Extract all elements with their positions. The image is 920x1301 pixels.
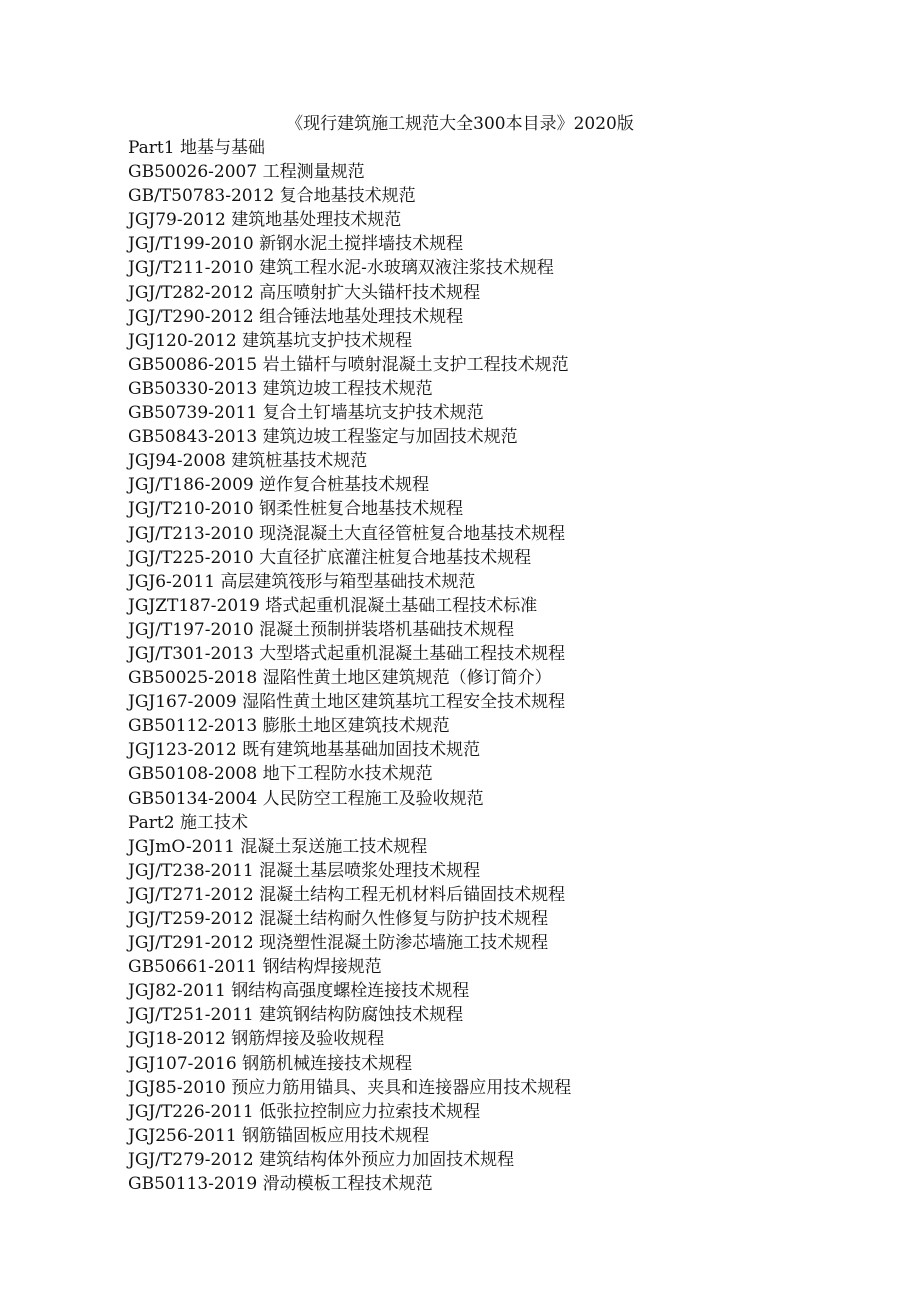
list-item: JGJ/T211-2010 建筑工程水泥-水玻璃双液注浆技术规程 (128, 258, 554, 279)
section-heading: Part2 施工技术 (128, 812, 248, 833)
list-item: GB50025-2018 湿陷性黄土地区建筑规范（修订简介） (128, 668, 552, 689)
list-item: JGJ/T213-2010 现浇混凝土大直径管桩复合地基技术规程 (128, 523, 566, 544)
list-item: JGJ123-2012 既有建筑地基基础加固技术规范 (128, 740, 481, 761)
list-item: JGJ/T226-2011 低张拉控制应力拉索技术规程 (128, 1101, 481, 1122)
list-item: GB50108-2008 地下工程防水技术规范 (128, 764, 433, 785)
list-item: GB50134-2004 人民防空工程施工及验收规范 (128, 788, 484, 809)
document-body (128, 136, 888, 1196)
list-item: GB50026-2007 工程测量规范 (128, 162, 365, 183)
list-item: JGJ107-2016 钢筋机械连接技术规程 (128, 1053, 413, 1074)
list-item: JGJZT187-2019 塔式起重机混凝土基础工程技术标准 (128, 595, 538, 616)
list-item: JGJ6-2011 高层建筑筏形与箱型基础技术规范 (128, 571, 476, 592)
list-item: GB50330-2013 建筑边坡工程技术规范 (128, 378, 433, 399)
list-item: GB50739-2011 复合土钉墙基坑支护技术规范 (128, 403, 484, 424)
list-item: JGJ82-2011 钢结构高强度螺栓连接技术规程 (128, 981, 470, 1002)
list-item: JGJ/T186-2009 逆作复合桩基技术规程 (128, 475, 430, 496)
list-item: JGJ85-2010 预应力筋用锚具、夹具和连接器应用技术规程 (128, 1077, 572, 1098)
list-item: JGJ/T279-2012 建筑结构体外预应力加固技术规程 (128, 1149, 515, 1170)
list-item: JGJ167-2009 湿陷性黄土地区建筑基坑工程安全技术规程 (128, 692, 566, 713)
list-item: JGJ/T290-2012 组合锤法地基处理技术规程 (128, 306, 464, 327)
list-item: JGJmO-2011 混凝土泵送施工技术规程 (128, 836, 428, 857)
list-item: JGJ/T238-2011 混凝土基层喷浆处理技术规程 (128, 860, 481, 881)
list-item: JGJ79-2012 建筑地基处理技术规范 (128, 210, 402, 231)
section-heading: Part1 地基与基础 (128, 138, 265, 158)
list-item: JGJ256-2011 钢筋锚固板应用技术规程 (128, 1125, 430, 1146)
list-item: JGJ/T199-2010 新钢水泥土搅拌墙技术规程 (128, 234, 464, 255)
list-item: JGJ/T301-2013 大型塔式起重机混凝土基础工程技术规程 (128, 643, 566, 664)
document-title: 《现行建筑施工规范大全300本目录》2020版 (286, 114, 634, 134)
list-item: JGJ/T271-2012 混凝土结构工程无机材料后锚固技术规程 (128, 884, 566, 905)
list-item: JGJ/T251-2011 建筑钢结构防腐蚀技术规程 (128, 1005, 464, 1026)
list-item: GB50843-2013 建筑边坡工程鉴定与加固技术规范 (128, 427, 518, 448)
list-item: GB50086-2015 岩土锚杆与喷射混凝土支护工程技术规范 (128, 354, 569, 375)
list-item: JGJ/T291-2012 现浇塑性混凝土防渗芯墙施工技术规程 (128, 933, 549, 954)
list-item: JGJ120-2012 建筑基坑支护技术规程 (128, 330, 413, 351)
list-item: JGJ/T282-2012 高压喷射扩大头锚杆技术规程 (128, 282, 481, 303)
list-item: JGJ94-2008 建筑桩基技术规范 (128, 451, 368, 472)
list-item: GB/T50783-2012 复合地基技术规范 (128, 186, 416, 207)
list-item: JGJ/T225-2010 大直径扩底灌注桩复合地基技术规程 (128, 547, 532, 568)
list-item: JGJ/T197-2010 混凝土预制拼装塔机基础技术规程 (128, 619, 515, 640)
list-item: JGJ/T210-2010 钢柔性桩复合地基技术规程 (128, 499, 464, 520)
list-item: JGJ/T259-2012 混凝土结构耐久性修复与防护技术规程 (128, 909, 549, 929)
list-item: GB50661-2011 钢结构焊接规范 (128, 957, 382, 978)
list-item: GB50113-2019 滑动模板工程技术规范 (128, 1174, 433, 1195)
list-item: JGJ18-2012 钢筋焊接及验收规程 (128, 1029, 385, 1050)
list-item: GB50112-2013 膨胀土地区建筑技术规范 (128, 716, 450, 737)
